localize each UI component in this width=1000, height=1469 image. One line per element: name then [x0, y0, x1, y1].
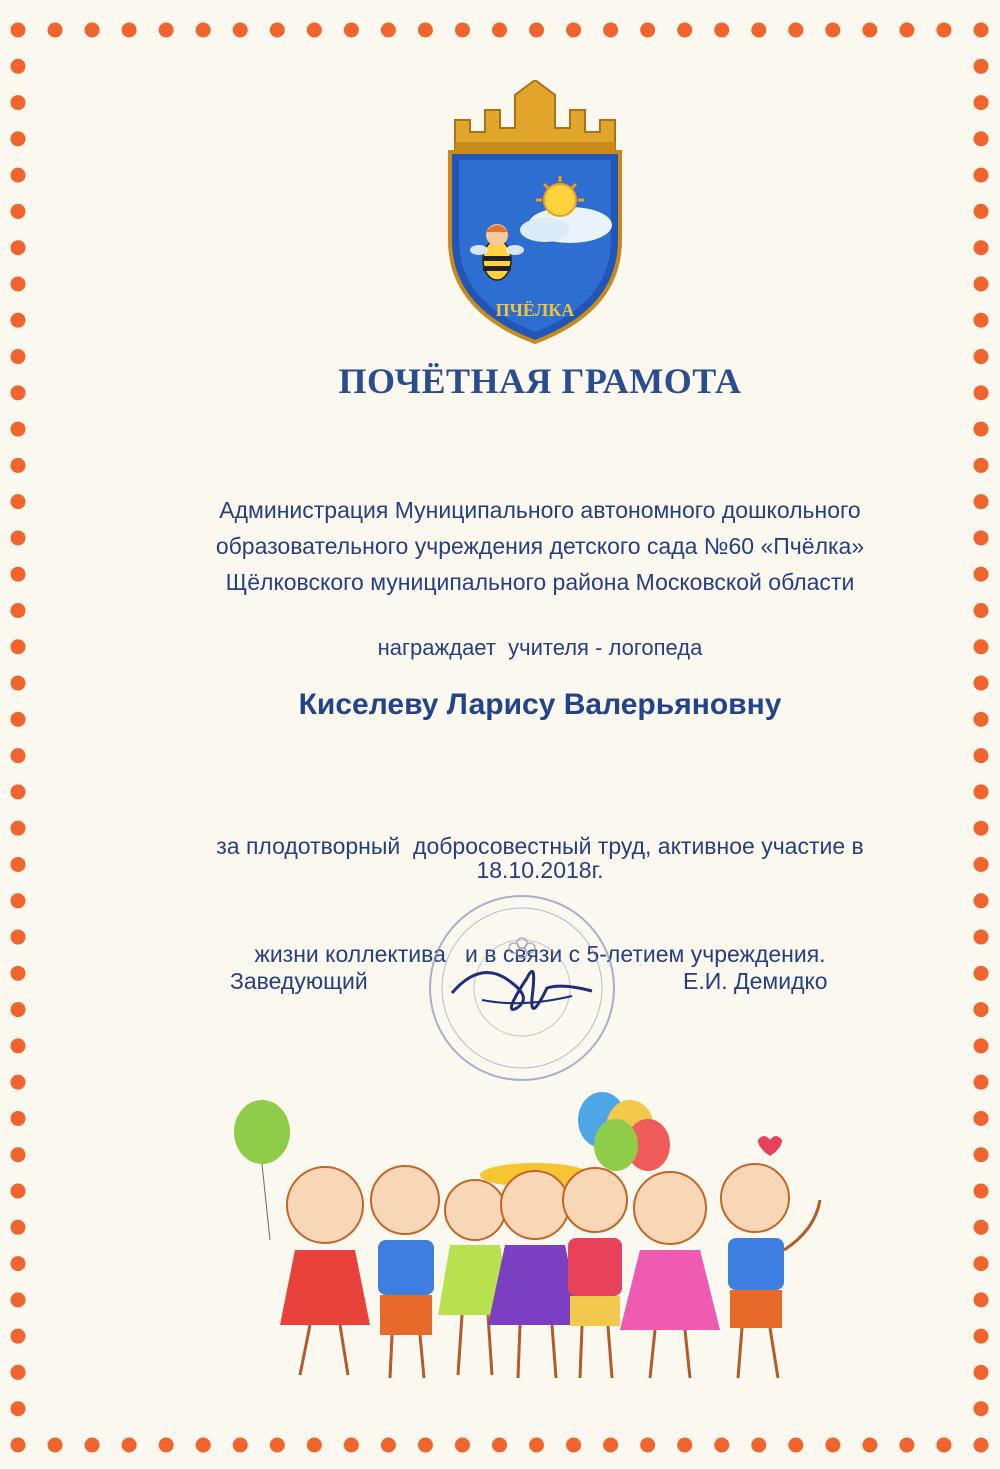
border-dot [307, 23, 322, 38]
child-figure [620, 1172, 720, 1378]
border-dot [307, 1438, 322, 1453]
border-dot [677, 1438, 692, 1453]
signatory-title: Заведующий [230, 968, 368, 994]
awards-text: награждает учителя - логопеда [377, 635, 703, 660]
border-dot [11, 458, 26, 473]
border-dot [974, 313, 989, 328]
border-dot [11, 131, 26, 146]
border-dot [48, 1438, 63, 1453]
official-seal [422, 888, 622, 1088]
border-dot [640, 23, 655, 38]
border-dot [788, 1438, 803, 1453]
border-dot [11, 1220, 26, 1235]
border-dot [233, 1438, 248, 1453]
border-dot [862, 23, 877, 38]
border-dot [270, 1438, 285, 1453]
reason-line: за плодотворный добросовестный труд, активное участие в [216, 833, 864, 859]
child-figure [721, 1164, 820, 1378]
border-dot [418, 1438, 433, 1453]
border-dot [381, 1438, 396, 1453]
border-dot [974, 1438, 989, 1453]
administration-line: Администрация Муниципального автономного дошкольного [219, 497, 861, 523]
border-dot [11, 95, 26, 110]
border-dot [974, 95, 989, 110]
border-dot [11, 276, 26, 291]
border-dot [196, 23, 211, 38]
border-dot [11, 59, 26, 74]
border-dot [788, 23, 803, 38]
border-dot [566, 1438, 581, 1453]
kindergarten-emblem [435, 80, 635, 350]
border-dot [974, 168, 989, 183]
border-dot [936, 23, 951, 38]
border-dot [974, 1401, 989, 1416]
border-dot [974, 1256, 989, 1271]
border-dot [11, 240, 26, 255]
border-dot [974, 131, 989, 146]
border-dot [455, 23, 470, 38]
border-dot [11, 204, 26, 219]
border-dot [11, 422, 26, 437]
border-dot [11, 1401, 26, 1416]
child-figure [563, 1168, 627, 1378]
border-dot [455, 1438, 470, 1453]
administration-text [0, 492, 1000, 600]
border-dot [603, 1438, 618, 1453]
border-dot [974, 1365, 989, 1380]
border-dot [85, 23, 100, 38]
border-dot [974, 1147, 989, 1162]
certificate-title: ПОЧЁТНАЯ ГРАМОТА [338, 361, 742, 401]
border-dot [85, 1438, 100, 1453]
border-dot [529, 23, 544, 38]
border-dot [974, 240, 989, 255]
award-date: 18.10.2018г. [476, 857, 604, 883]
emblem-label: ПЧЁЛКА [495, 300, 575, 320]
border-dot [11, 603, 26, 618]
border-dot [862, 1438, 877, 1453]
border-dot [529, 1438, 544, 1453]
border-dot [11, 1365, 26, 1380]
border-dot [344, 23, 359, 38]
border-dot [418, 23, 433, 38]
border-dot [714, 1438, 729, 1453]
border-dot [899, 23, 914, 38]
administration-line: Щёлковского муниципального района Московской области [225, 569, 855, 595]
border-dot [974, 204, 989, 219]
border-dot [196, 1438, 211, 1453]
border-dot [159, 23, 174, 38]
border-dot [974, 1184, 989, 1199]
border-dot [233, 23, 248, 38]
border-dot [492, 23, 507, 38]
border-dot [11, 1438, 26, 1453]
border-dot [11, 1111, 26, 1126]
border-dot [974, 1220, 989, 1235]
border-dot [11, 23, 26, 38]
children-illustration [230, 1090, 850, 1390]
border-dot [566, 23, 581, 38]
border-dot [11, 1075, 26, 1090]
border-dot [344, 1438, 359, 1453]
border-dot [974, 23, 989, 38]
border-dot [825, 1438, 840, 1453]
border-dot [974, 603, 989, 618]
border-dot [122, 23, 137, 38]
border-dot [122, 1438, 137, 1453]
child-figure [280, 1167, 370, 1375]
border-dot [11, 1184, 26, 1199]
border-dot [677, 23, 692, 38]
reason-line: жизни коллектива и в связи с 5-летием учреждения. [254, 941, 826, 967]
signatory-name: Е.И. Демидко [683, 968, 828, 994]
border-dot [974, 276, 989, 291]
border-dot [603, 23, 618, 38]
border-dot [974, 1329, 989, 1344]
awardee-name: Киселеву Ларису Валерьяновну [298, 688, 782, 721]
border-dot [974, 1075, 989, 1090]
border-dot [159, 1438, 174, 1453]
border-dot [974, 1292, 989, 1307]
administration-line: образовательного учреждения детского сада №60 «Пчёлка» [215, 533, 865, 559]
border-dot [48, 23, 63, 38]
border-dot [11, 1329, 26, 1344]
border-dot [974, 422, 989, 437]
border-dot [270, 23, 285, 38]
border-dot [381, 23, 396, 38]
border-dot [714, 23, 729, 38]
border-dot [936, 1438, 951, 1453]
border-dot [974, 1111, 989, 1126]
border-dot [11, 1256, 26, 1271]
border-dot [974, 458, 989, 473]
border-dot [11, 313, 26, 328]
border-dot [11, 1147, 26, 1162]
border-dot [492, 1438, 507, 1453]
crown-icon [455, 80, 615, 152]
border-dot [899, 1438, 914, 1453]
border-dot [974, 59, 989, 74]
border-dot [640, 1438, 655, 1453]
border-dot [751, 23, 766, 38]
border-dot [825, 23, 840, 38]
border-dot [11, 1292, 26, 1307]
border-dot [11, 168, 26, 183]
border-dot [751, 1438, 766, 1453]
child-figure [371, 1166, 439, 1378]
